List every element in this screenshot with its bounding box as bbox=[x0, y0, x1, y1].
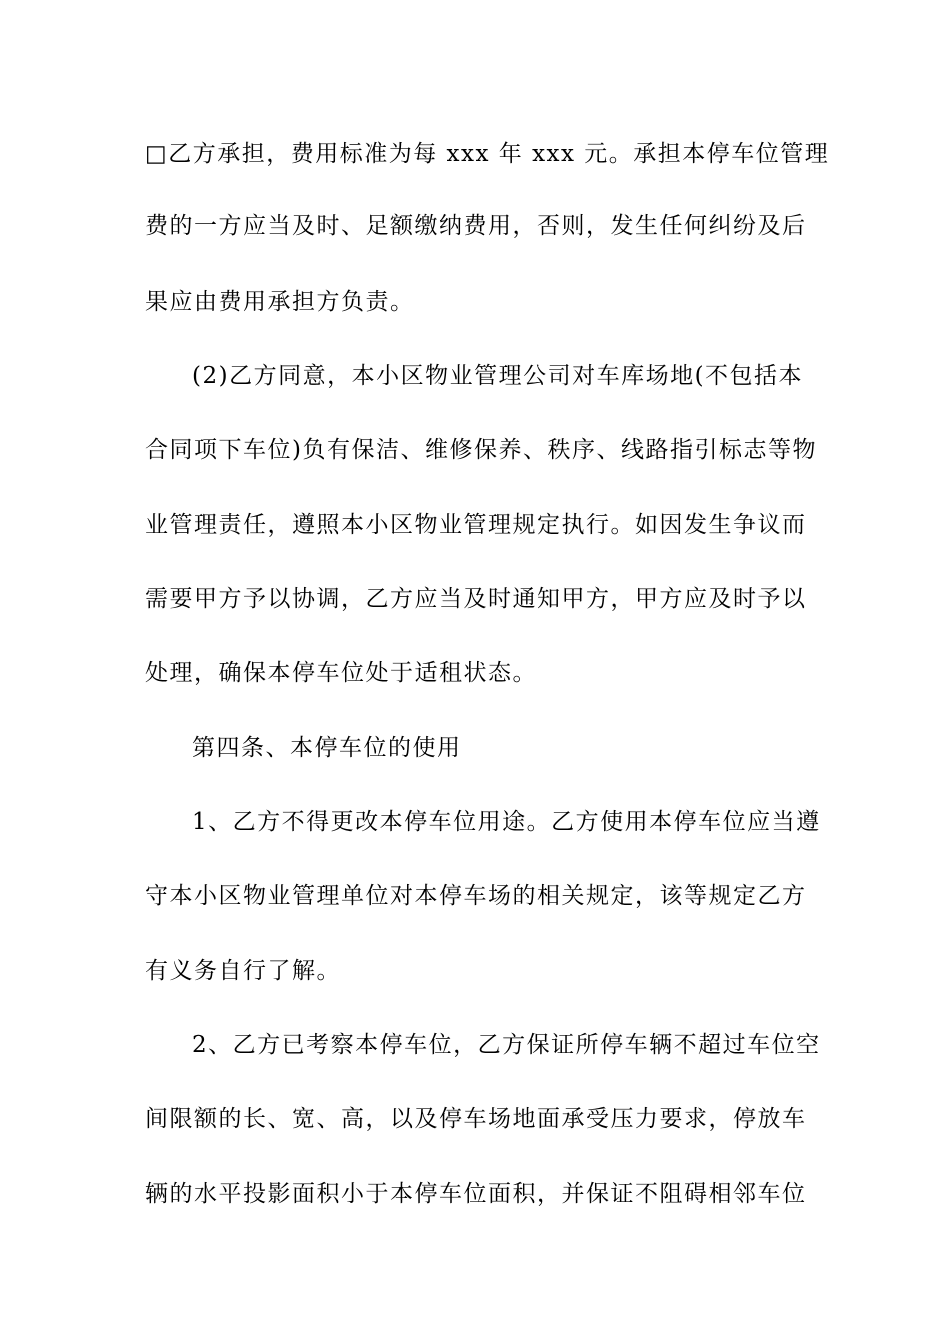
text-line: 费的一方应当及时、足额缴纳费用，否则，发生任何纠纷及后 bbox=[145, 213, 807, 239]
text-line: □乙方承担，费用标准为每 xxx 年 xxx 元。承担本停车位管理 bbox=[145, 141, 830, 167]
text-line: 业管理责任，遵照本小区物业管理规定执行。如因发生争议而 bbox=[145, 512, 807, 538]
text-line: 间限额的长、宽、高，以及停车场地面承受压力要求，停放车 bbox=[145, 1106, 807, 1132]
paragraph-start-line: 2、乙方已考察本停车位，乙方保证所停车辆不超过车位空 bbox=[192, 1032, 821, 1058]
text-line: 有义务自行了解。 bbox=[145, 958, 341, 984]
text-line: 需要甲方予以协调，乙方应当及时通知甲方，甲方应及时予以 bbox=[145, 586, 807, 612]
paragraph-start-line: 1、乙方不得更改本停车位用途。乙方使用本停车位应当遵 bbox=[192, 809, 821, 835]
text-line: 守本小区物业管理单位对本停车场的相关规定，该等规定乙方 bbox=[145, 883, 807, 909]
section-heading: 第四条、本停车位的使用 bbox=[192, 735, 462, 761]
text-line: 辆的水平投影面积小于本停车位面积，并保证不阻碍相邻车位 bbox=[145, 1181, 807, 1207]
text-line: 果应由费用承担方负责。 bbox=[145, 289, 415, 315]
text-line: 合同项下车位)负有保洁、维修保养、秩序、线路指引标志等物 bbox=[145, 437, 817, 463]
paragraph-start-line: (2)乙方同意，本小区物业管理公司对车库场地(不包括本 bbox=[192, 363, 804, 389]
text-line: 处理，确保本停车位处于适租状态。 bbox=[145, 660, 537, 686]
